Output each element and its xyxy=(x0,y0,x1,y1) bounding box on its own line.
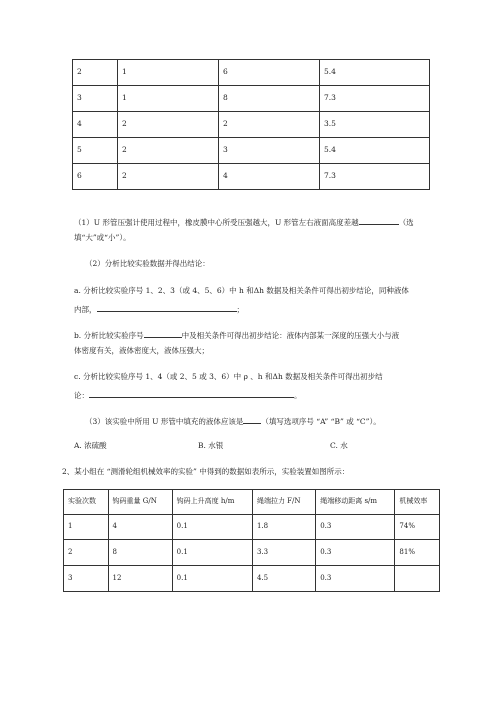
table-row xyxy=(73,138,430,164)
question-2a-prefix: 内部， xyxy=(74,305,97,314)
question-2b-suffix: 中及相关条件可得出初步结论：液体内部某一深度的压强大小与液 xyxy=(181,331,400,340)
blank-2a[interactable] xyxy=(97,303,237,312)
table-header-cell: 机械效率 xyxy=(395,490,440,515)
table-cell: 0.1 xyxy=(172,515,252,540)
question-3-suffix: （填写选项序号 “A” “B” 或 “C”）。 xyxy=(261,417,381,426)
table-cell: 3.5 xyxy=(320,112,430,138)
table-cell: 3.3 xyxy=(252,540,315,566)
question-2c-prefix: 论： xyxy=(74,391,89,400)
table-cell: 81% xyxy=(395,540,440,566)
table-row xyxy=(73,86,430,112)
table-cell: 5.4 xyxy=(320,138,430,164)
table-row xyxy=(64,540,440,566)
table-cell: 8 xyxy=(108,540,172,566)
data-table-2 xyxy=(63,489,440,592)
table-cell: 8 xyxy=(219,86,320,112)
question-2a-line-1: a. 分析比较实验序号 1、2、3（或 4、5、6）中 h 和Δh 数据及相关条件可得出初步结论，同种液体 xyxy=(74,286,409,295)
table-row xyxy=(64,566,440,592)
table-cell: 3 xyxy=(73,86,118,112)
blank-1[interactable] xyxy=(359,216,399,225)
table-cell: 74% xyxy=(395,515,440,540)
table-header-cell: 钩码上升高度 h/m xyxy=(172,490,252,515)
question-3 xyxy=(85,415,381,427)
question-2c-suffix: 。 xyxy=(294,391,302,400)
blank-2b[interactable] xyxy=(144,329,182,338)
question-1-line-1 xyxy=(74,216,414,228)
question-1-text-tail: （选 xyxy=(398,218,414,227)
question-2c-line-1: c. 分析比较实验序号 1、4（或 2、5 或 3、6）中 ρ 、h 和Δh 数据及相关条件可得出初步结 xyxy=(74,372,383,381)
table-cell: 1 xyxy=(118,86,219,112)
table-cell: 0.3 xyxy=(316,566,395,592)
table-cell: 3 xyxy=(64,566,109,592)
blank-2c[interactable] xyxy=(89,389,294,398)
table-cell: 0.1 xyxy=(172,566,252,592)
problem-2-intro: 2、某小组在 “测滑轮组机械效率的实验” 中得到的数据如表所示，实验装置如图所示： xyxy=(62,467,350,476)
question-1-text: （1）U 形管压强计使用过程中，橡皮膜中心所受压强越大，U 形管左右液面高度差越 xyxy=(74,218,359,227)
blank-3[interactable] xyxy=(243,415,261,424)
table-cell: 5.4 xyxy=(320,60,430,86)
table-header-cell: 绳端移动距离 s/m xyxy=(316,490,395,515)
table-cell: 4.5 xyxy=(252,566,315,592)
table-cell: 2 xyxy=(64,540,109,566)
table-cell: 4 xyxy=(108,515,172,540)
table-cell: 6 xyxy=(73,164,118,190)
table-row xyxy=(73,60,430,86)
question-3-prefix: （3）该实验中所用 U 形管中填充的液体应该是 xyxy=(85,417,244,426)
table-cell: 7.3 xyxy=(320,164,430,190)
table-cell xyxy=(395,566,440,592)
question-2a-suffix: ； xyxy=(236,305,244,314)
table-cell: 7.3 xyxy=(320,86,430,112)
table-header-row xyxy=(64,490,440,515)
question-2-heading: （2）分析比较实验数据并得出结论： xyxy=(85,259,210,268)
question-2b-prefix: b. 分析比较实验序号 xyxy=(74,331,144,340)
table-row xyxy=(73,112,430,138)
table-cell: 2 xyxy=(73,60,118,86)
table-cell: 6 xyxy=(219,60,320,86)
table-cell: 12 xyxy=(108,566,172,592)
question-2b-line-2: 体密度有关，液体密度大，液体压强大； xyxy=(74,346,209,355)
question-2b-line-1 xyxy=(74,329,399,341)
table-cell: 0.3 xyxy=(316,515,395,540)
question-2a-line-2 xyxy=(74,303,244,315)
table-row xyxy=(73,164,430,190)
data-table-1 xyxy=(72,59,430,190)
question-1-line-2: 填“大”或“小”）。 xyxy=(74,233,131,242)
table-cell: 1 xyxy=(64,515,109,540)
table-header-cell: 实验次数 xyxy=(64,490,109,515)
table-cell: 1 xyxy=(118,60,219,86)
table-header-cell: 绳端拉力 F/N xyxy=(252,490,315,515)
table-cell: 2 xyxy=(118,138,219,164)
table-cell: 2 xyxy=(118,112,219,138)
table-cell: 4 xyxy=(73,112,118,138)
table-cell: 4 xyxy=(219,164,320,190)
table-cell: 2 xyxy=(219,112,320,138)
option-c: C. 水 xyxy=(330,441,348,450)
table-cell: 3 xyxy=(219,138,320,164)
option-b: B. 水银 xyxy=(198,441,224,450)
table-cell: 0.3 xyxy=(316,540,395,566)
table-cell: 5 xyxy=(73,138,118,164)
table-cell: 0.1 xyxy=(172,540,252,566)
table-cell: 1.8 xyxy=(252,515,315,540)
question-2c-line-2 xyxy=(74,389,302,401)
option-a: A. 浓硫酸 xyxy=(74,441,107,450)
table-row xyxy=(64,515,440,540)
table-cell: 2 xyxy=(118,164,219,190)
table-header-cell: 钩码重量 G/N xyxy=(108,490,172,515)
